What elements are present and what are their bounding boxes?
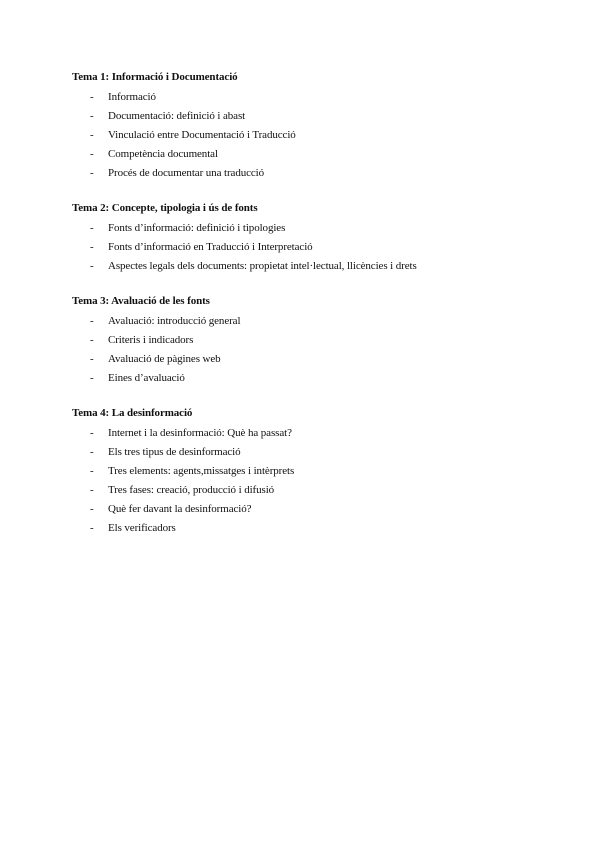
dash-bullet: - xyxy=(90,222,94,234)
list-item-text: Informació xyxy=(108,91,156,103)
list-item xyxy=(72,257,542,276)
list-item-text: Tres fases: creació, producció i difusió xyxy=(108,484,275,496)
list-item xyxy=(72,462,542,481)
section-tema-2 xyxy=(72,200,542,276)
list-item xyxy=(72,164,542,183)
list-item xyxy=(72,331,542,350)
list-item-text: Documentació: definició i abast xyxy=(108,110,246,122)
list-item xyxy=(72,500,542,519)
list-item-text: Què fer davant la desinformació? xyxy=(108,503,252,515)
list-item xyxy=(72,126,542,145)
section-tema-1 xyxy=(72,69,542,183)
dash-bullet: - xyxy=(90,260,94,272)
list-item xyxy=(72,424,542,443)
dash-bullet: - xyxy=(90,372,94,384)
list-item xyxy=(72,369,542,388)
list-item xyxy=(72,312,542,331)
list-item-text: Procés de documentar una traducció xyxy=(108,167,265,179)
dash-bullet: - xyxy=(90,446,94,458)
list-item-text: Avaluació: introducció general xyxy=(108,315,241,327)
list-item-text: Fonts d’informació en Traducció i Interpretació xyxy=(108,241,313,253)
dash-bullet: - xyxy=(90,91,94,103)
list-item xyxy=(72,481,542,500)
list-item-text: Tres elements: agents,missatges i intèrprets xyxy=(108,465,295,477)
list-item xyxy=(72,519,542,538)
list-item-text: Eines d’avaluació xyxy=(108,372,185,384)
dash-bullet: - xyxy=(90,484,94,496)
list-item-text: Fonts d’informació: definició i tipologies xyxy=(108,222,286,234)
list-item xyxy=(72,443,542,462)
dash-bullet: - xyxy=(90,334,94,346)
list-item xyxy=(72,350,542,369)
section-title: Tema 2: Concepte, tipologia i ús de fonts xyxy=(72,202,258,214)
syllabus-content xyxy=(72,69,542,555)
list-item-text: Aspectes legals dels documents: propietat intel·lectual, llicències i drets xyxy=(108,260,417,272)
dash-bullet: - xyxy=(90,241,94,253)
list-item-text: Avaluació de pàgines web xyxy=(108,353,221,365)
section-title: Tema 4: La desinformació xyxy=(72,407,193,419)
dash-bullet: - xyxy=(90,129,94,141)
list-item xyxy=(72,107,542,126)
list-item-text: Internet i la desinformació: Què ha passat? xyxy=(108,427,292,439)
list-item xyxy=(72,145,542,164)
dash-bullet: - xyxy=(90,503,94,515)
section-title: Tema 3: Avaluació de les fonts xyxy=(72,295,210,307)
dash-bullet: - xyxy=(90,167,94,179)
list-item-text: Competència documental xyxy=(108,148,218,160)
dash-bullet: - xyxy=(90,148,94,160)
dash-bullet: - xyxy=(90,522,94,534)
list-item-text: Els verificadors xyxy=(108,522,176,534)
section-tema-3 xyxy=(72,293,542,388)
dash-bullet: - xyxy=(90,110,94,122)
dash-bullet: - xyxy=(90,315,94,327)
dash-bullet: - xyxy=(90,427,94,439)
list-item-text: Els tres tipus de desinformació xyxy=(108,446,241,458)
list-item-text: Vinculació entre Documentació i Traducció xyxy=(108,129,296,141)
dash-bullet: - xyxy=(90,353,94,365)
list-item xyxy=(72,88,542,107)
dash-bullet: - xyxy=(90,465,94,477)
section-title: Tema 1: Informació i Documentació xyxy=(72,71,238,83)
list-item xyxy=(72,219,542,238)
section-tema-4 xyxy=(72,405,542,538)
list-item-text: Criteris i indicadors xyxy=(108,334,194,346)
list-item xyxy=(72,238,542,257)
